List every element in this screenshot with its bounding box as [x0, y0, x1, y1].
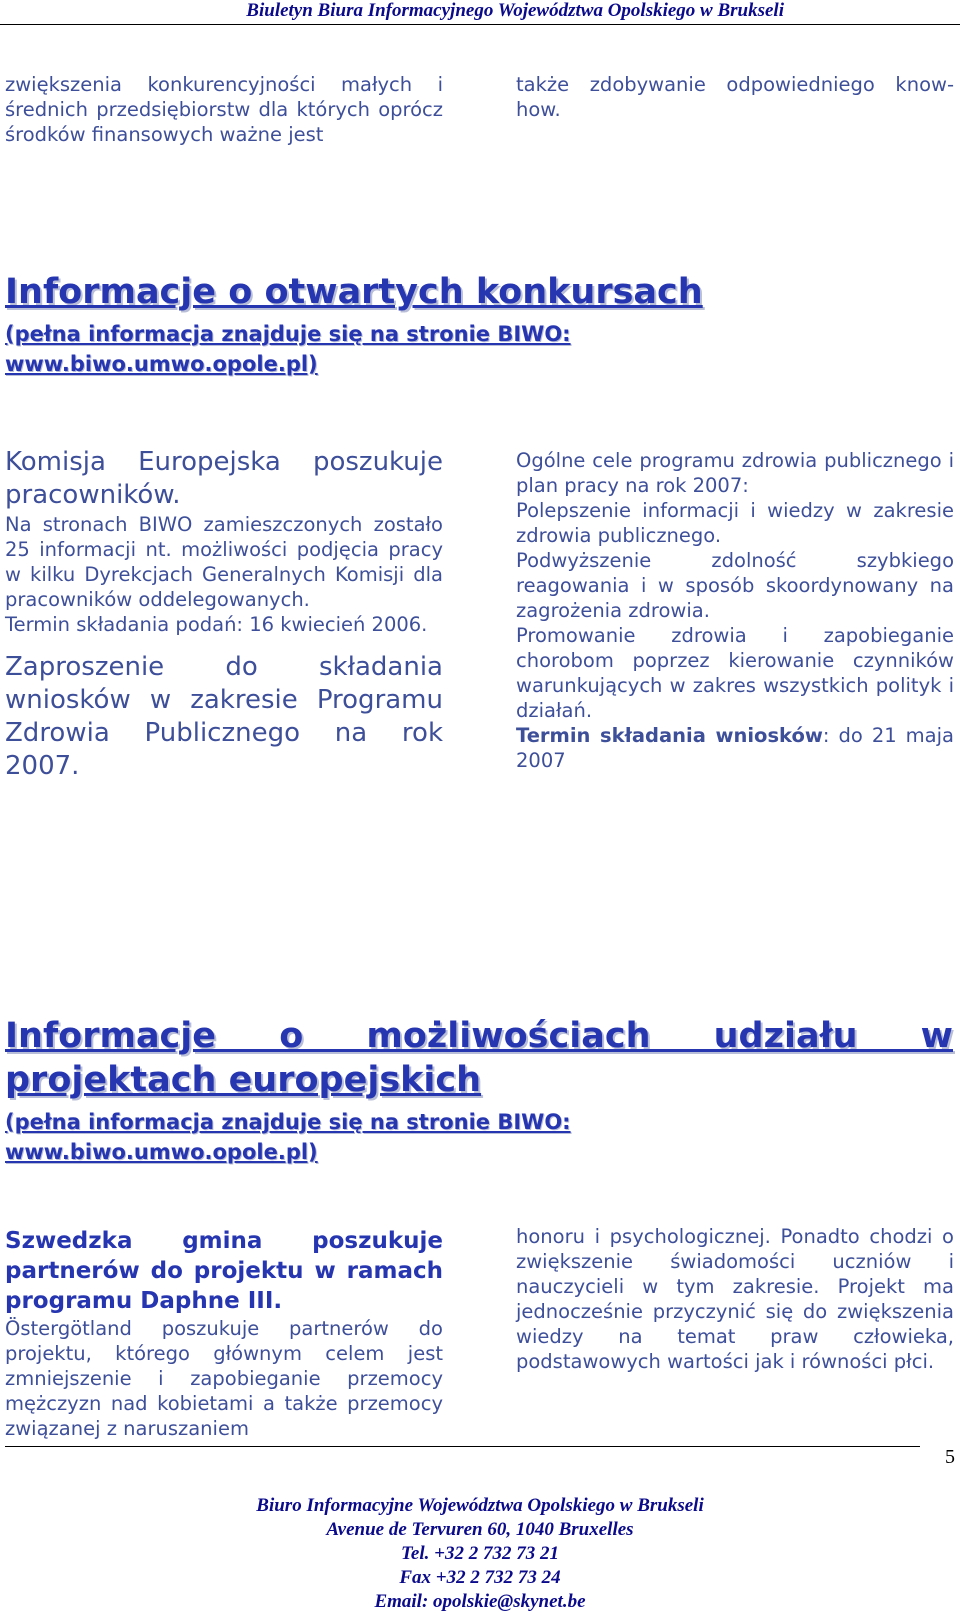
section1-right-column: [516, 448, 954, 773]
intro-left-column: [5, 72, 443, 147]
section1-subheading-line1: (pełna informacja znajduje się na stronie BIWO:: [5, 322, 571, 346]
intro-left-text: zwiększenia konkurencyjności małych i średnich przedsiębiorstw dla których oprócz środków finansowych ważne jest: [5, 73, 443, 146]
footer-fax: Fax +32 2 732 73 24: [399, 1567, 561, 1588]
footer-office-name: Biuro Informacyjne Województwa Opolskiego w Brukseli: [256, 1495, 704, 1516]
section2-right-column: [516, 1224, 954, 1374]
job-offer-body: Na stronach BIWO zamieszczonych zostało 25 informacji nt. możliwości podjęcia pracy w kilku Dyrekcjach Generalnych Komisji dla pracowników oddelegowanych.: [5, 513, 443, 611]
page-header: [0, 0, 960, 25]
page-footer: [0, 1494, 960, 1614]
section1-heading: Informacje o otwartych konkursach: [5, 272, 703, 312]
section2-heading-line2: projektach europejskich: [5, 1060, 482, 1100]
job-offer-deadline: Termin składania podań: 16 kwiecień 2006.: [5, 613, 428, 636]
section2-subheading-line1: (pełna informacja znajduje się na stronie BIWO:: [5, 1110, 571, 1134]
section1-left-column: [5, 446, 443, 783]
programme-goals-intro: Ogólne cele programu zdrowia publicznego i plan pracy na rok 2007:: [516, 449, 954, 497]
section1-subheading-link[interactable]: www.biwo.umwo.opole.pl): [5, 352, 318, 376]
footer-address: Avenue de Tervuren 60, 1040 Bruxelles: [326, 1519, 634, 1540]
section2-heading: [5, 1014, 953, 1102]
section2-subheading-link[interactable]: www.biwo.umwo.opole.pl): [5, 1140, 318, 1164]
job-offer-title: Komisja Europejska poszukuje pracowników.: [5, 447, 443, 510]
daphne-project-title: Szwedzka gmina poszukuje partnerów do projektu w ramach programu Daphne III.: [5, 1228, 443, 1314]
intro-right-text: także zdobywanie odpowiedniego know-how.: [516, 73, 954, 121]
programme-goal-3: Promowanie zdrowia i zapobieganie chorobom poprzez kierowanie czynników warunkujących w zakres wszystkich polityk i działań.: [516, 624, 954, 722]
header-title: Biuletyn Biura Informacyjnego Województwa Opolskiego w Brukseli: [246, 0, 784, 21]
footer-divider: [5, 1446, 920, 1447]
intro-right-column: [516, 72, 954, 122]
footer-phone: Tel. +32 2 732 73 21: [401, 1543, 559, 1564]
footer-email[interactable]: Email: opolskie@skynet.be: [374, 1591, 586, 1612]
section2-left-column: [5, 1226, 443, 1441]
programme-deadline: [516, 723, 954, 773]
daphne-project-body-right: honoru i psychologicznej. Ponadto chodzi o zwiększenie świadomości uczniów i nauczycieli w tym zakresie. Projekt ma jednocześnie przyczynić się do zwiększenia wiedzy na temat praw człowieka, podstawowych wartości jak i równości płci.: [516, 1225, 954, 1373]
programme-goal-2: Podwyższenie zdolność szybkiego reagowania i w sposób skoordynowany na zagrożenia zdrowia.: [516, 549, 954, 622]
programme-deadline-value: : do 21 maja 2007: [516, 724, 954, 772]
page-number: 5: [945, 1446, 955, 1468]
section2-heading-line1: Informacje o możliwościach udziału w: [5, 1016, 953, 1056]
programme-deadline-label: Termin składania wniosków: [516, 724, 823, 747]
daphne-project-body-left: Östergötland poszukuje partnerów do projektu, którego głównym celem jest zmniejszenie i zapobieganie przemocy mężczyzn nad kobietami a także przemocy związanej z naruszaniem: [5, 1317, 443, 1440]
programme-goal-1: Polepszenie informacji i wiedzy w zakresie zdrowia publicznego.: [516, 499, 954, 547]
health-programme-title: Zaproszenie do składania wniosków w zakresie Programu Zdrowia Publicznego na rok 2007.: [5, 652, 443, 781]
